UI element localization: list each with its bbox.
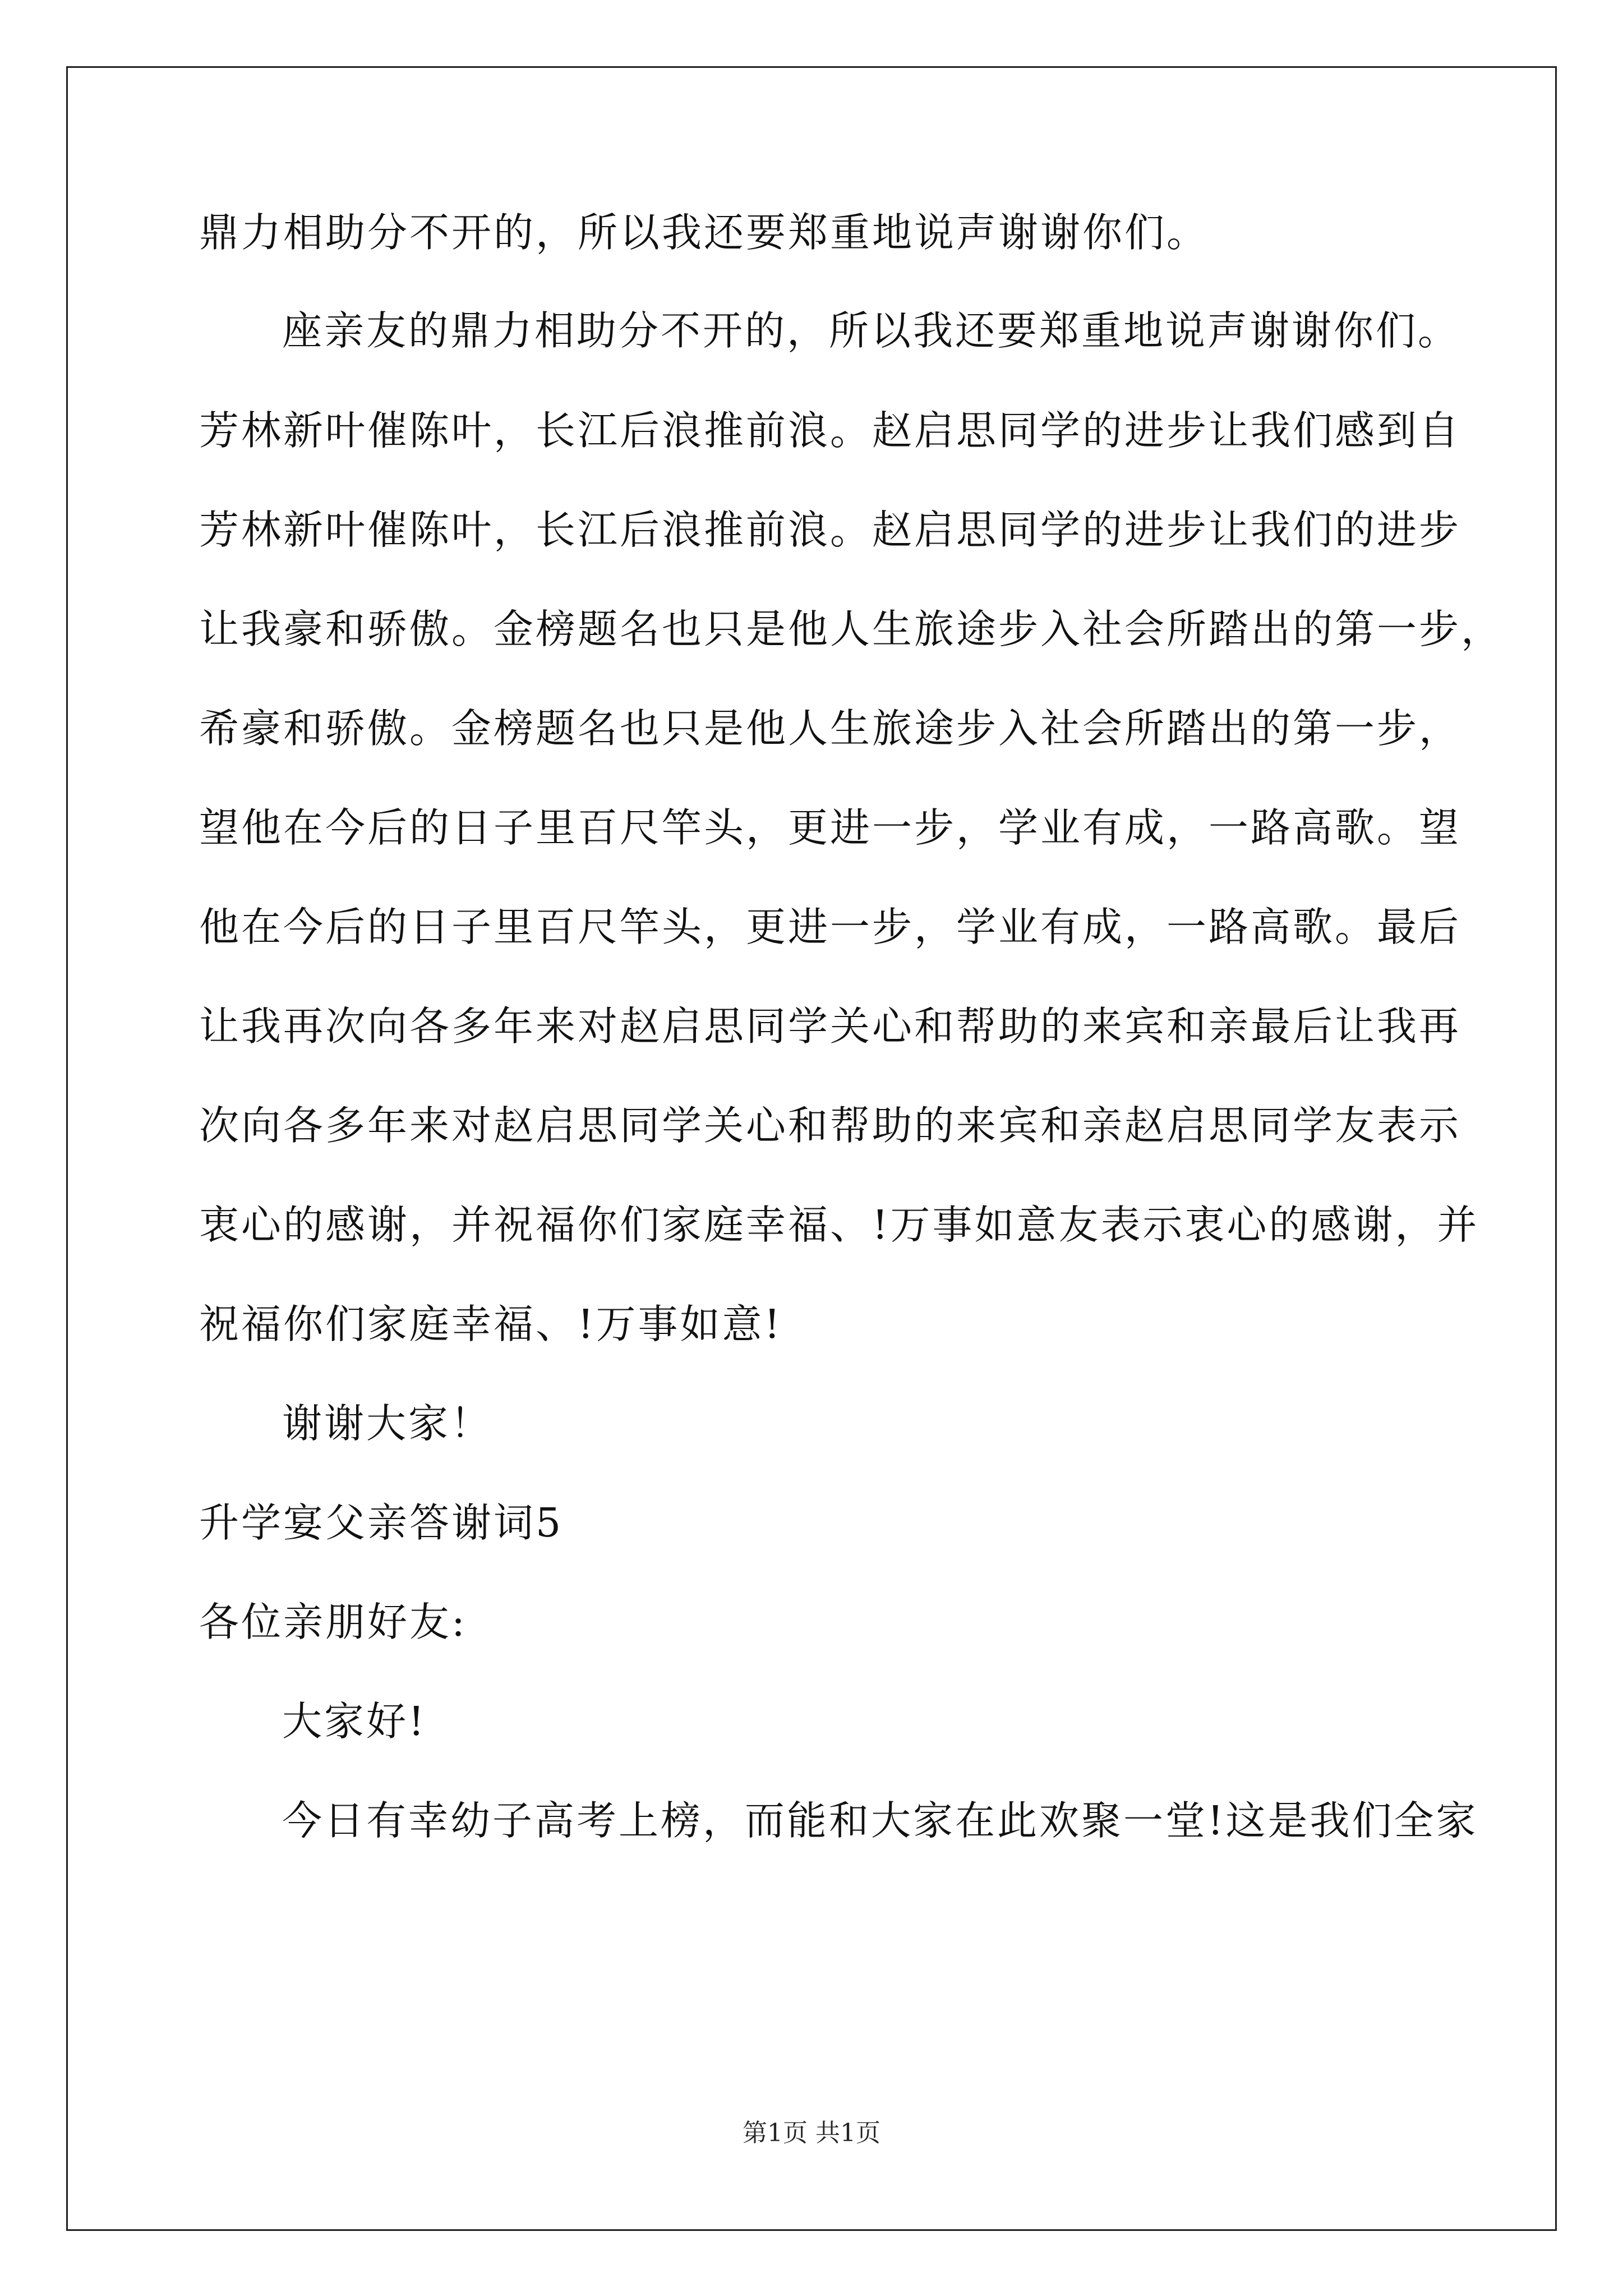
text-line-5: 让我豪和骄傲。金榜题名也只是他人生旅途步入社会所踏出的第一步，: [199, 606, 1504, 652]
text-line-2: 座亲友的鼎力相助分不开的，所以我还要郑重地说声谢谢你们。: [282, 307, 1460, 354]
text-line-13: 谢谢大家！: [282, 1400, 493, 1447]
text-line-7: 望他在今后的日子里百尺竿头，更进一步，学业有成，一路高歌。望: [199, 804, 1461, 851]
section-heading: 升学宴父亲答谢词5: [199, 1499, 564, 1546]
text-line-4: 芳林新叶催陈叶，长江后浪推前浪。赵启思同学的进步让我们的进步: [199, 507, 1461, 553]
text-line-1: 鼎力相助分不开的，所以我还要郑重地说声谢谢你们。: [199, 209, 1209, 256]
text-line-3: 芳林新叶催陈叶，长江后浪推前浪。赵启思同学的进步让我们感到自: [199, 407, 1461, 454]
text-line-12: 祝福你们家庭幸福、!万事如意!: [199, 1301, 783, 1347]
greeting: 大家好!: [282, 1698, 427, 1745]
text-line-8: 他在今后的日子里百尺竿头，更进一步，学业有成，一路高歌。最后: [199, 904, 1461, 950]
text-line-17: 今日有幸幼子高考上榜，而能和大家在此欢聚一堂!这是我们全家: [282, 1797, 1478, 1844]
text-line-10: 次向各多年来对赵启思同学关心和帮助的来宾和亲赵启思同学友表示: [199, 1102, 1461, 1149]
text-line-11: 衷心的感谢，并祝福你们家庭幸福、!万事如意友表示衷心的感谢，并: [199, 1202, 1479, 1248]
page-footer: 第1页 共1页: [743, 2119, 880, 2147]
text-line-6: 希豪和骄傲。金榜题名也只是他人生旅途步入社会所踏出的第一步，: [199, 705, 1461, 752]
text-line-9: 让我再次向各多年来对赵启思同学关心和帮助的来宾和亲最后让我再: [199, 1003, 1461, 1050]
salutation: 各位亲朋好友:: [199, 1599, 467, 1645]
